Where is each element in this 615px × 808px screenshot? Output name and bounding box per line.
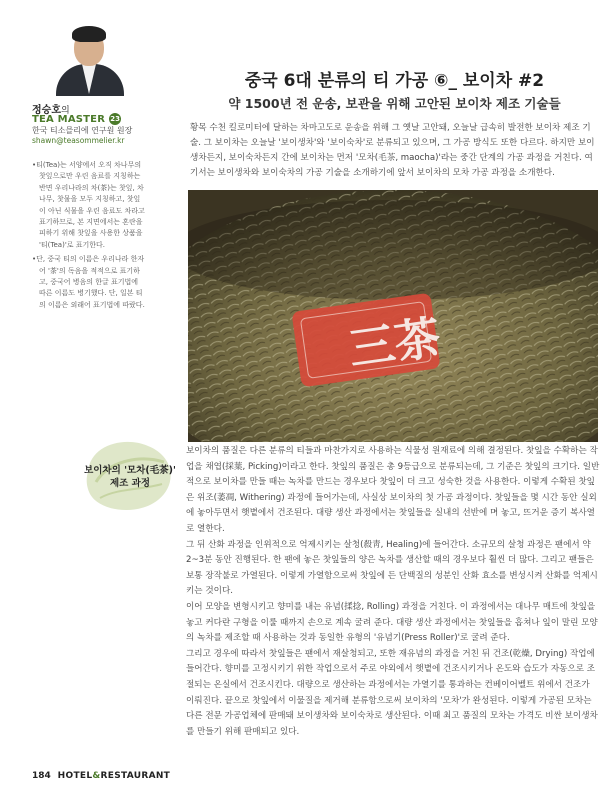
section-label (78, 432, 182, 516)
body-paragraph: 보이차의 품질은 다른 분류의 티들과 마찬가지로 사용하는 식물성 원재료에 의해 결정된다. 찻잎을 수확하는 작업을 채엽(採葉, Picking)이라고 한다. 찻잎의 품질은 총 9등급으로 분류되는데, 그 기준은 찻잎의 크기다. 일반적으로 보이차를 만들 때는 녹차를 만드는 경우보다 찻잎이 더 크고 성숙한 것을 사용한다. 이렇게 수확된 찻잎은 위조(萎凋, Withering) 과정에 들어가는데, 사실상 보이차의 첫 가공 과정이다. 찻잎들을 몇 시간 동안 실외에 놓아두면서 햇볕에서 건조된다. 대량 생산 과정에서는 찻잎들을 실내의 선반에 며 놓고, 뜨거운 증기 복사열로 열한다. (186, 446, 600, 534)
series-label: TEA MASTER (32, 113, 106, 125)
article-body (186, 444, 600, 740)
article-subtitle: 약 1500년 전 운송, 보관을 위해 고안된 보이차 제조 기술들 (228, 96, 561, 111)
body-paragraph: 그리고 경우에 따라서 찻잎들은 팬에서 재살청되고, 또한 재유념의 과정을 거친 뒤 건조(乾燥, Drying) 작업에 들어간다. 향미를 고정시키기 위한 작업으로서 주로 야외에서 햇볕에 건조시키거나 온도와 습도가 자동으로 조절되는 온실에서 건조시킨다. 대량으로 생산하는 과정에서는 가열기를 통과하는 컨베이어벨트 위에서 건조가 이뤄진다. 끝으로 찻잎에서 이물질을 제거해 분류함으로써 보이차의 '모차'가 완성된다. 이렇게 가공된 모차는 다른 전문 가공업체에 판매돼 보이생차와 보이숙차로 생산된다. 이때 최고 품질의 모차는 가격도 비싼 보이생차를 만들기 위해 판매되고 있다. (186, 648, 598, 737)
tea-label-stamp-text: 三茶 (345, 309, 445, 377)
section-label-line2: 제조 과정 (109, 478, 150, 489)
author-name-suffix: 의 (60, 106, 70, 116)
tea-cake-illustration (188, 190, 598, 442)
magazine-name-part2: RESTAURANT (100, 771, 171, 781)
page-footer (32, 771, 170, 781)
pu-erh-tea-cake-photo (188, 190, 598, 442)
magazine-name-part1: HOTEL (57, 771, 93, 781)
body-paragraph: 이어 모양을 변형시키고 향미를 내는 유념(揉捻, Rolling) 과정을 거친다. 이 과정에서는 대나무 매트에 찻잎을 놓고 커다란 구형을 이룰 때까지 손으로 계속 굴려 준다. 대량 생산 과정에서는 찻잎들을 흡쳐나 잎이 말린 모양의 녹차를 제조할 때 사용하는 것과 동일한 유형의 '유념기(Press Roller)'로 굴려 준다. (186, 601, 598, 644)
author-photo (52, 24, 130, 96)
magazine-ampersand: & (92, 771, 101, 781)
footnote: •단, 중국 티의 이름은 우리나라 한자어 '茶'의 독음을 적적으로 표기하고, 중국어 병음의 한글 표기법에 따른 이름도 병기했다. 단, 일본 티의 이름은 외래어 표기법에 따랐다. (32, 255, 145, 309)
footnote: •티(Tea)는 서양에서 오직 차나무의 찻잎으로만 우린 음료를 지칭하는 반면 우리나라의 차(茶)는 찻잎, 차나무, 찻물을 모두 지칭하고, 찻잎이 아닌 식물을 우린 음료도 차라고 표기하므로, 본 지면에서는 혼란을 피하기 위해 찻잎을 사용한 상품을 '티(Tea)'로 표기한다. (32, 161, 145, 249)
article-intro: 황목 수천 킬로미터에 달하는 차마고도로 운송을 위해 그 옛날 고안돼, 오늘날 급속히 발전한 보이차 제조 기술. 그 보이차는 오늘날 '보이생차'와 '보이숙차'로 분류되고 있으며, 그 가공 방식도 또한 다르다. 하지만 보이생차든지, 보이숙차든지 간에 보이차는 먼저 '모차(毛茶, maocha)'라는 중간 단계의 가공 과정을 거친다. 여기서는 보이생차와 보이숙차의 가공 기술을 소개하기에 앞서 보이차의 모차 가공 과정을 소개한다. (190, 123, 595, 178)
section-label-line1: 보이차의 '모차(毛茶)' (84, 465, 176, 476)
footnotes (32, 160, 146, 314)
author-name-text: 정승호 (32, 105, 61, 116)
body-paragraph: 그 뒤 산화 과정을 인위적으로 억제시키는 살청(殺靑, Healing)에 들어간다. 소규모의 살청 과정은 팬에서 약 2~3분 동안 진행된다. 한 팬에 놓은 찻잎들의 양은 녹차를 생산할 때의 경우보다 훨씬 더 많다. 그리고 팬들은 보통 장작불로 가열된다. 이렇게 가열함으로써 찻잎에 든 단백질의 성분인 산화 효소를 변성시켜 산화를 억제시키는 것이다. (186, 539, 598, 597)
author-email[interactable]: shawn@teasommelier.kr (32, 136, 125, 145)
series-number-badge: 23 (110, 115, 120, 123)
author-affiliation: 한국 티소믈리에 연구원 원장 (32, 126, 133, 135)
page-number: 184 (32, 771, 51, 781)
article-title: 중국 6대 분류의 티 가공 ⑥_ 보이차 #2 (244, 71, 545, 91)
series-row (32, 113, 121, 125)
magazine-name (58, 771, 170, 781)
